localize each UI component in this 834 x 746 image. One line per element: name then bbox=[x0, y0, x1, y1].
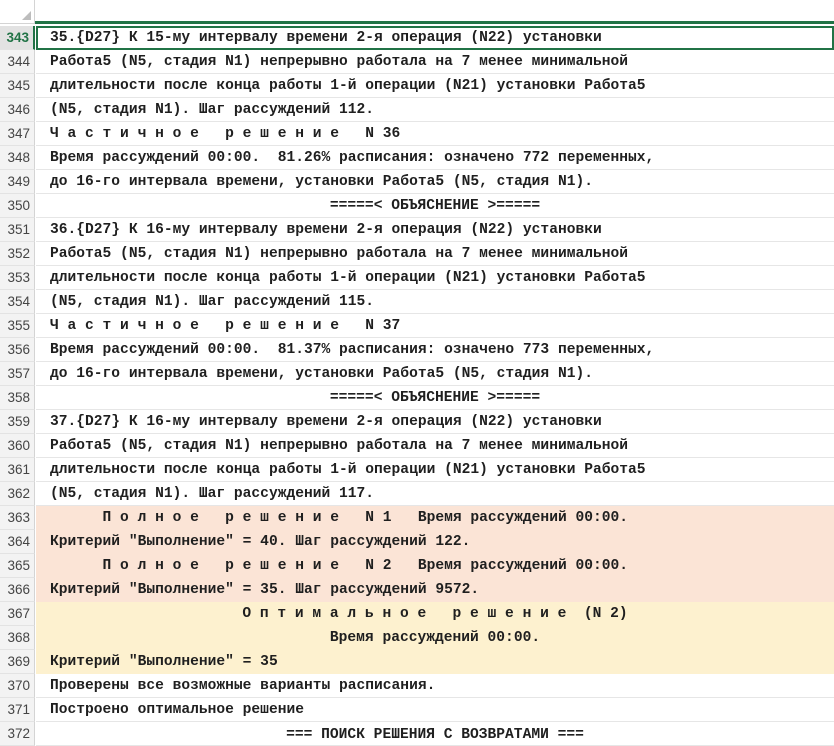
table-row bbox=[0, 26, 834, 50]
cell[interactable]: до 16-го интервала времени, установки Работа5 (N5, стадия N1). bbox=[36, 170, 834, 194]
row-header[interactable]: 362 bbox=[0, 482, 35, 506]
row-header[interactable]: 344 bbox=[0, 50, 35, 74]
table-row bbox=[0, 98, 834, 122]
cell[interactable]: Проверены все возможные варианты расписания. bbox=[36, 674, 834, 698]
optimal-solution-cell[interactable]: Критерий "Выполнение" = 35 bbox=[36, 650, 834, 674]
cell[interactable]: === ПОИСК РЕШЕНИЯ С ВОЗВРАТАМИ === bbox=[36, 722, 834, 746]
row-header[interactable]: 357 bbox=[0, 362, 35, 386]
row-header[interactable]: 372 bbox=[0, 722, 35, 746]
table-row bbox=[0, 554, 834, 578]
table-row bbox=[0, 362, 834, 386]
cell[interactable]: =====< ОБЪЯСНЕНИЕ >===== bbox=[36, 194, 834, 218]
select-all-triangle-icon bbox=[22, 11, 31, 20]
cell[interactable]: (N5, стадия N1). Шаг рассуждений 112. bbox=[36, 98, 834, 122]
full-solution-cell[interactable]: П о л н о е р е ш е н и е N 2 Время рассуждений 00:00. bbox=[36, 554, 834, 578]
table-row bbox=[0, 698, 834, 722]
row-header[interactable]: 348 bbox=[0, 146, 35, 170]
selected-column-indicator bbox=[35, 21, 834, 24]
column-header-a[interactable] bbox=[35, 0, 834, 24]
table-row bbox=[0, 722, 834, 746]
row-header[interactable]: 349 bbox=[0, 170, 35, 194]
row-header[interactable]: 364 bbox=[0, 530, 35, 554]
sheet-rows bbox=[0, 26, 834, 746]
table-row bbox=[0, 626, 834, 650]
table-row bbox=[0, 122, 834, 146]
cell[interactable]: =====< ОБЪЯСНЕНИЕ >===== bbox=[36, 386, 834, 410]
table-row bbox=[0, 506, 834, 530]
row-header[interactable]: 350 bbox=[0, 194, 35, 218]
cell[interactable]: длительности после конца работы 1-й операции (N21) установки Работа5 bbox=[36, 458, 834, 482]
table-row bbox=[0, 290, 834, 314]
cell[interactable]: Работа5 (N5, стадия N1) непрерывно работала на 7 менее минимальной bbox=[36, 50, 834, 74]
row-header[interactable]: 351 bbox=[0, 218, 35, 242]
row-header[interactable]: 367 bbox=[0, 602, 35, 626]
cell[interactable]: Время рассуждений 00:00. 81.37% расписания: означено 773 переменных, bbox=[36, 338, 834, 362]
row-header[interactable]: 354 bbox=[0, 290, 35, 314]
table-row bbox=[0, 458, 834, 482]
row-header[interactable]: 368 bbox=[0, 626, 35, 650]
row-header[interactable]: 370 bbox=[0, 674, 35, 698]
cell[interactable]: Работа5 (N5, стадия N1) непрерывно работала на 7 менее минимальной bbox=[36, 434, 834, 458]
optimal-solution-cell[interactable]: Время рассуждений 00:00. bbox=[36, 626, 834, 650]
table-row bbox=[0, 434, 834, 458]
table-row bbox=[0, 674, 834, 698]
cell[interactable]: (N5, стадия N1). Шаг рассуждений 115. bbox=[36, 290, 834, 314]
cell[interactable]: Ч а с т и ч н о е р е ш е н и е N 36 bbox=[36, 122, 834, 146]
table-row bbox=[0, 578, 834, 602]
row-header[interactable]: 345 bbox=[0, 74, 35, 98]
table-row bbox=[0, 482, 834, 506]
row-header[interactable]: 365 bbox=[0, 554, 35, 578]
row-header[interactable]: 352 bbox=[0, 242, 35, 266]
cell[interactable]: 36.{D27} К 16-му интервалу времени 2-я операция (N22) установки bbox=[36, 218, 834, 242]
table-row bbox=[0, 314, 834, 338]
table-row bbox=[0, 242, 834, 266]
table-row bbox=[0, 170, 834, 194]
table-row bbox=[0, 74, 834, 98]
full-solution-cell[interactable]: Критерий "Выполнение" = 40. Шаг рассуждений 122. bbox=[36, 530, 834, 554]
table-row bbox=[0, 146, 834, 170]
table-row bbox=[0, 602, 834, 626]
cell[interactable]: Работа5 (N5, стадия N1) непрерывно работала на 7 менее минимальной bbox=[36, 242, 834, 266]
row-header[interactable]: 360 bbox=[0, 434, 35, 458]
table-row bbox=[0, 194, 834, 218]
select-all-corner[interactable] bbox=[0, 0, 35, 24]
cell[interactable]: Время рассуждений 00:00. 81.26% расписания: означено 772 переменных, bbox=[36, 146, 834, 170]
row-header[interactable]: 353 bbox=[0, 266, 35, 290]
table-row bbox=[0, 386, 834, 410]
active-cell[interactable]: 35.{D27} К 15-му интервалу времени 2-я операция (N22) установки bbox=[36, 26, 834, 50]
cell[interactable]: Ч а с т и ч н о е р е ш е н и е N 37 bbox=[36, 314, 834, 338]
table-row bbox=[0, 50, 834, 74]
row-header[interactable]: 356 bbox=[0, 338, 35, 362]
row-header[interactable]: 359 bbox=[0, 410, 35, 434]
cell[interactable]: длительности после конца работы 1-й операции (N21) установки Работа5 bbox=[36, 74, 834, 98]
row-header[interactable]: 355 bbox=[0, 314, 35, 338]
table-row bbox=[0, 338, 834, 362]
cell[interactable]: Построено оптимальное решение bbox=[36, 698, 834, 722]
cell[interactable]: (N5, стадия N1). Шаг рассуждений 117. bbox=[36, 482, 834, 506]
row-header[interactable]: 369 bbox=[0, 650, 35, 674]
cell[interactable]: до 16-го интервала времени, установки Работа5 (N5, стадия N1). bbox=[36, 362, 834, 386]
table-row bbox=[0, 218, 834, 242]
table-row bbox=[0, 266, 834, 290]
row-header[interactable]: 358 bbox=[0, 386, 35, 410]
table-row bbox=[0, 530, 834, 554]
cell[interactable]: длительности после конца работы 1-й операции (N21) установки Работа5 bbox=[36, 266, 834, 290]
cell[interactable]: 37.{D27} К 16-му интервалу времени 2-я операция (N22) установки bbox=[36, 410, 834, 434]
full-solution-cell[interactable]: П о л н о е р е ш е н и е N 1 Время рассуждений 00:00. bbox=[36, 506, 834, 530]
row-header[interactable]: 363 bbox=[0, 506, 35, 530]
optimal-solution-cell[interactable]: О п т и м а л ь н о е р е ш е н и е (N 2) bbox=[36, 602, 834, 626]
full-solution-cell[interactable]: Критерий "Выполнение" = 35. Шаг рассуждений 9572. bbox=[36, 578, 834, 602]
row-header[interactable]: 347 bbox=[0, 122, 35, 146]
row-header[interactable]: 361 bbox=[0, 458, 35, 482]
table-row bbox=[0, 650, 834, 674]
row-header[interactable]: 346 bbox=[0, 98, 35, 122]
row-header[interactable]: 343 bbox=[0, 26, 35, 50]
row-header[interactable]: 366 bbox=[0, 578, 35, 602]
table-row bbox=[0, 410, 834, 434]
row-header[interactable]: 371 bbox=[0, 698, 35, 722]
